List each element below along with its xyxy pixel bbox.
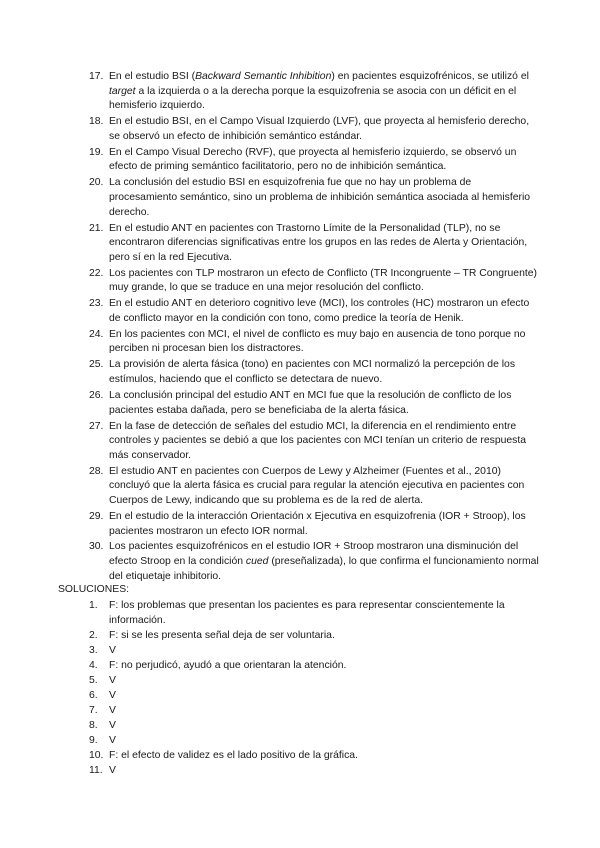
question-number: 29. xyxy=(89,510,104,522)
solution-4 xyxy=(89,659,541,674)
question-number: 24. xyxy=(89,328,104,340)
question-text: En la fase de detección de señales del estudio MCI, la diferencia en el rendimiento entre controles y pacientes se debió a que los pacientes con MCI tenían un criterio de respuesta más conservador. xyxy=(109,420,527,461)
solution-10 xyxy=(89,749,541,764)
solution-number: 9. xyxy=(89,735,98,747)
question-29 xyxy=(89,510,541,539)
question-24 xyxy=(89,328,541,357)
solution-number: 4. xyxy=(89,659,98,671)
question-21 xyxy=(89,222,541,266)
question-text: En el estudio BSI, en el Campo Visual Izquierdo (LVF), que proyecta al hemisferio derecho, se observó un efecto de inhibición semántico estándar. xyxy=(109,116,530,142)
solution-8 xyxy=(89,719,541,734)
solution-number: 11. xyxy=(89,765,103,777)
question-number: 30. xyxy=(89,541,104,553)
question-text: En los pacientes con MCI, el nivel de conflicto es muy bajo en ausencia de tono porque no perciben ni procesan bien los distractores. xyxy=(109,328,526,355)
solution-text: F: el efecto de validez es el lado positivo de la gráfica. xyxy=(109,750,358,762)
question-number: 20. xyxy=(89,177,104,189)
question-26 xyxy=(89,389,541,418)
question-number: 28. xyxy=(89,465,104,477)
question-23 xyxy=(89,297,541,326)
solution-text: V xyxy=(109,720,116,732)
question-list xyxy=(89,70,541,586)
question-text: La provisión de alerta fásica (tono) en pacientes con MCI normalizó la percepción de los estímulos, haciendo que el conflicto se detectara de nuevo. xyxy=(109,359,516,385)
solutions-heading: SOLUCIONES: xyxy=(58,584,130,595)
solution-text: F: si se les presenta señal deja de ser voluntaria. xyxy=(109,629,335,641)
question-text: La conclusión principal del estudio ANT en MCI fue que la resolución de conflicto de los pacientes estaba dañada, pero se beneficiaba de la alerta fásica. xyxy=(109,389,512,416)
question-text: El estudio ANT en pacientes con Cuerpos de Lewy y Alzheimer (Fuentes et al., 2010) concluyó que la alerta fásica es crucial para regular la atención ejecutiva en pacientes con Cuerpos de Lewy, indicando que su problema es de la red de alerta. xyxy=(109,465,525,506)
solutions-list xyxy=(89,599,541,779)
solution-text: V xyxy=(109,690,116,702)
question-22 xyxy=(89,267,541,296)
solution-5 xyxy=(89,674,541,689)
question-27 xyxy=(89,420,541,464)
solution-number: 7. xyxy=(89,705,98,717)
question-number: 22. xyxy=(89,267,104,279)
solution-text: V xyxy=(109,735,116,747)
solution-7 xyxy=(89,704,541,719)
question-number: 25. xyxy=(89,359,104,371)
solution-text: F: los problemas que presentan los pacientes es para representar conscientemente la información. xyxy=(109,600,505,626)
solution-6 xyxy=(89,689,541,704)
question-17 xyxy=(89,70,541,114)
solution-9 xyxy=(89,734,541,749)
solution-1 xyxy=(89,599,541,628)
question-number: 27. xyxy=(89,420,104,432)
solution-number: 5. xyxy=(89,675,98,687)
question-text: Los pacientes con TLP mostraron un efecto de Conflicto (TR Incongruente – TR Congruente) muy grande, lo que se traduce en una mejor resolución del conflicto. xyxy=(109,267,537,294)
solution-number: 1. xyxy=(89,600,98,611)
solution-text: V xyxy=(109,644,116,656)
question-25 xyxy=(89,358,541,387)
solution-2 xyxy=(89,629,541,644)
question-number: 19. xyxy=(89,146,104,158)
question-number: 18. xyxy=(89,116,104,128)
solution-number: 3. xyxy=(89,644,98,656)
question-text: En el Campo Visual Derecho (RVF), que proyecta al hemisferio izquierdo, se observó un efecto de priming semántico facilitatorio, pero no de inhibición semántica. xyxy=(109,146,517,173)
question-text: En el estudio ANT en pacientes con Trastorno Límite de la Personalidad (TLP), no se encontraron diferencias significativas entre los grupos en las redes de Alerta y Orientación, pero sí en la red Ejecutiva. xyxy=(109,222,528,263)
question-19 xyxy=(89,146,541,175)
question-number: 21. xyxy=(89,222,104,234)
question-number: 17. xyxy=(89,71,104,82)
question-text: En el estudio BSI (Backward Semantic Inhibition) en pacientes esquizofrénicos, se utilizó el target a la izquierda o a la derecha porque la esquizofrenia se asocia con un déficit en el hemisferio izquierdo. xyxy=(109,71,529,112)
solution-number: 8. xyxy=(89,720,98,732)
question-text: En el estudio de la interacción Orientación x Ejecutiva en esquizofrenia (IOR + Stroop), los pacientes mostraron un efecto IOR normal. xyxy=(109,510,526,537)
solution-number: 2. xyxy=(89,629,98,641)
question-text: Los pacientes esquizofrénicos en el estudio IOR + Stroop mostraron una disminución del efecto Stroop en la condición cued (preseñalizada), lo que confirma el funcionamiento normal del etiquetaje inhibitorio. xyxy=(109,541,539,582)
question-text: La conclusión del estudio BSI en esquizofrenia fue que no hay un problema de procesamiento semántico, sino un problema de inhibición semántica asociada al hemisferio derecho. xyxy=(109,177,531,218)
solution-number: 10. xyxy=(89,750,104,762)
solution-text: V xyxy=(109,675,116,687)
question-text: En el estudio ANT en deterioro cognitivo leve (MCI), los controles (HC) mostraron un efecto de conflicto mayor en la condición con tono, como predice la teoría de Henik. xyxy=(109,298,530,324)
question-18 xyxy=(89,115,541,144)
solution-text: F: no perjudicó, ayudó a que orientaran la atención. xyxy=(109,659,347,671)
solution-number: 6. xyxy=(89,690,98,702)
solution-11 xyxy=(89,764,541,779)
solution-text: V xyxy=(109,765,116,777)
question-number: 23. xyxy=(89,298,104,310)
question-30 xyxy=(89,540,541,584)
question-20 xyxy=(89,176,541,220)
question-28 xyxy=(89,465,541,509)
solution-text: V xyxy=(109,705,116,717)
question-number: 26. xyxy=(89,389,104,401)
solution-3 xyxy=(89,644,541,659)
